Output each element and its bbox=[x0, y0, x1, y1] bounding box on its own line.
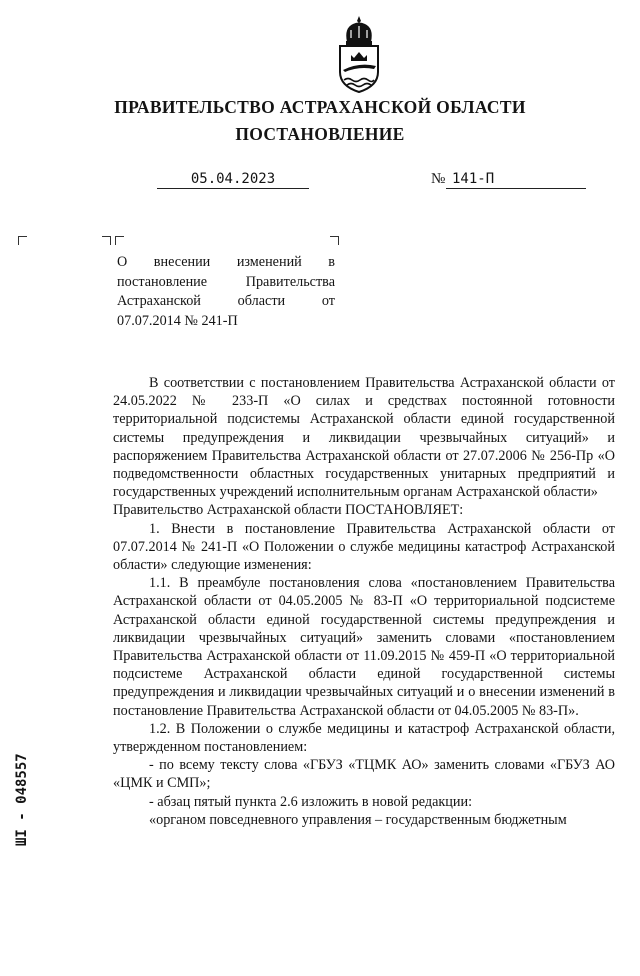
corner-mark-top-mid-left bbox=[102, 236, 111, 245]
item-1-2-paragraph: 1.2. В Положении о службе медицины и катастроф Астраханской области, утвержденном постановлением: bbox=[113, 720, 615, 756]
corner-mark-top-right bbox=[330, 236, 339, 245]
bullet-paragraph: - абзац пятый пункта 2.6 изложить в новой редакции: bbox=[149, 793, 473, 810]
government-title: ПРАВИТЕЛЬСТВО АСТРАХАНСКОЙ ОБЛАСТИ bbox=[114, 97, 526, 117]
corner-mark-top-mid-right bbox=[115, 236, 124, 245]
item-1-paragraph: 1. Внести в постановление Правительства Астраханской области от 07.07.2014 № 241-П «О Положении о службе медицины катастроф Астраханской области» следующие изменения: bbox=[113, 520, 615, 574]
bullet-paragraph: «органом повседневного управления – государственным бюджетным bbox=[149, 811, 567, 828]
document-number-label: № bbox=[431, 171, 446, 187]
item-1-1-paragraph: 1.1. В преамбуле постановления слова «постановлением Правительства Астраханской области от 04.05.2005 № 83-П «О территориальной подсистеме Астраханской области единой государственной системы предупреждения и ликвидации чрезвычайных ситуаций» заменить словами «постановлением Правительства Астраханской области от 11.09.2015 № 459-П «О территориальной подсистеме Астраханской области единой государственной системы предупреждения и ликвидации чрезвычайных ситуаций и о внесении изменений в постановление Правительства Астраханской области от 04.05.2005 № 83-П». bbox=[113, 575, 615, 719]
document-number: 141-П bbox=[446, 171, 586, 189]
coat-of-arms-emblem bbox=[334, 14, 384, 94]
preamble-paragraph: В соответствии с постановлением Правительства Астраханской области от 24.05.2022 № 233-П «О силах и средствах постоянной готовности территориальной подсистемы Астраханской области единой государственной системы предупреждения и ликвидации чрезвычайных ситуаций» и распоряжением Правительства Астраханской области от 27.07.2006 № 256-Пр «О подведомственности областных государственных унитарных предприятий и государственных учреждений исполнительным органам Астраханской области» bbox=[113, 375, 615, 501]
resolves-paragraph: Правительство Астраханской области ПОСТАНОВЛЯЕТ: bbox=[113, 502, 464, 519]
side-serial-code: ШI - 048557 bbox=[14, 753, 30, 846]
document-type-title: ПОСТАНОВЛЕНИЕ bbox=[235, 124, 405, 144]
side-code-container bbox=[0, 753, 30, 976]
document-date: 05.04.2023 bbox=[157, 171, 309, 189]
corner-mark-top-left bbox=[18, 236, 27, 245]
document-body bbox=[113, 374, 615, 829]
bullet-paragraph: - по всему тексту слова «ГБУЗ «ТЦМК АО» заменить словами «ГБУЗ АО «ЦМК и СМП»; bbox=[113, 757, 615, 792]
document-subject: О внесении изменений в постановление Правительства Астраханской области от 07.07.2014 № 241-П bbox=[117, 254, 335, 329]
